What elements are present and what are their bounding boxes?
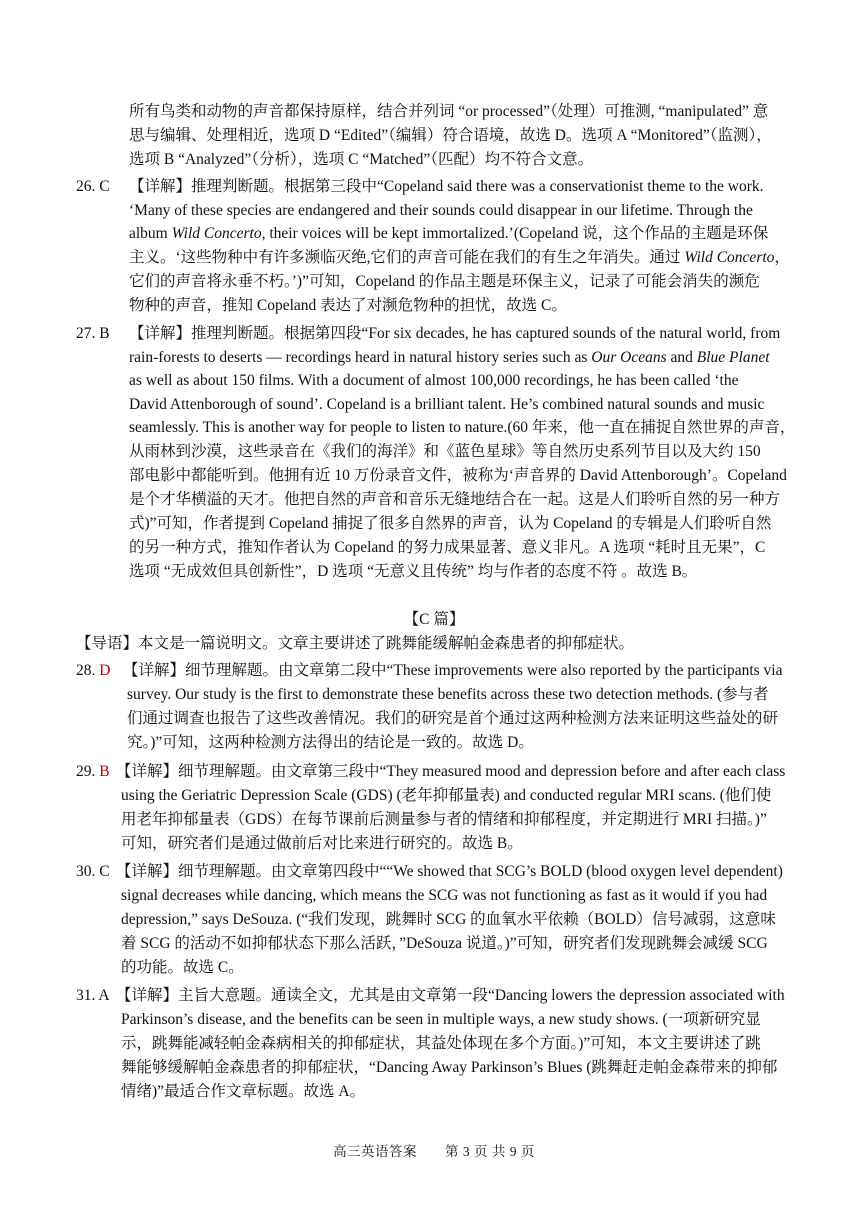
q28-line: 【详解】细节理解题。由文章第二段中“These improvements were also reported by the participants via bbox=[123, 662, 783, 679]
q27-line: seamlessly. This is another way for people to listen to nature.(60 年来，他一直在捕捉自然世界的声音， bbox=[129, 419, 796, 436]
intro-line: 选项 B “Analyzed”（分析），选项 C “Matched”（匹配）均不符合文意。 bbox=[129, 151, 594, 168]
q31-line: 示，跳舞能减轻帕金森病相关的抑郁症状，其益处体现在多个方面。)”可知，本文主要讲述了跳 bbox=[121, 1035, 761, 1052]
q29-line: 【详解】细节理解题。由文章第三段中“They measured mood and depression before and after each class bbox=[116, 763, 786, 780]
q27-line: 选项 “无成效但具创新性”，D 选项 “无意义且传统” 均与作者的态度不符 。故选 B。 bbox=[129, 563, 698, 580]
q30-line: depression,” says DeSouza. (“我们发现，跳舞时 SCG 的血氧水平依赖（BOLD）信号减弱，这意味 bbox=[121, 911, 776, 928]
page-footer: 高三英语答案 第 3 页 共 9 页 bbox=[333, 1144, 535, 1159]
q27-line: rain-forests to deserts — recordings heard in natural history series such as Our Oceans and Blue Planet bbox=[129, 349, 770, 366]
q31-line: Parkinson’s disease, and the benefits can be seen in multiple ways, a new study shows. (一项新研究显 bbox=[121, 1011, 761, 1028]
q31-line: 【详解】主旨大意题。通读全文，尤其是由文章第一段“Dancing lowers the depression associated with bbox=[116, 987, 785, 1004]
guide-text: 【导语】本文是一篇说明文。文章主要讲述了跳舞能缓解帕金森患者的抑郁症状。 bbox=[76, 635, 635, 652]
q28-line: survey. Our study is the first to demonstrate these benefits across these two detection methods. (参与者 bbox=[127, 686, 769, 703]
q30-line: 【详解】细节理解题。由文章第四段中““We showed that SCG’s BOLD (blood oxygen level dependent) bbox=[116, 863, 783, 880]
question-number-30: 30. C bbox=[76, 863, 110, 880]
question-number-26: 26. C bbox=[76, 178, 110, 195]
q26-line: 【详解】推理判断题。根据第三段中“Copeland said there was a conservationist theme to the work. bbox=[129, 178, 764, 195]
q27-line: David Attenborough of sound’. Copeland is a brilliant talent. He’s combined natural sounds and music bbox=[129, 396, 765, 413]
q26-line: 物种的声音，推知 Copeland 表达了对濒危物种的担忧，故选 C。 bbox=[129, 297, 567, 314]
q27-line: 【详解】推理判断题。根据第四段“For six decades, he has captured sounds of the natural world, from bbox=[129, 325, 781, 342]
q26-line: 主义。‘这些物种中有许多濒临灭绝,它们的声音可能在我们的有生之年消失。通过 Wild Concerto， bbox=[129, 249, 790, 266]
q29-line: 用老年抑郁量表（GDS）在每节课前后测量参与者的情绪和抑郁程度，并定期进行 MRI 扫描。)” bbox=[121, 811, 767, 828]
q30-line: signal decreases while dancing, which means the SCG was not functioning as fast as it would if you had bbox=[121, 887, 768, 904]
q27-line: 式)”可知，作者提到 Copeland 捕捉了很多自然界的声音，认为 Copeland 的专辑是人们聆听自然 bbox=[129, 515, 772, 532]
q29-line: 可知，研究者们是通过做前后对比来进行研究的。故选 B。 bbox=[121, 835, 523, 852]
q31-line: 情绪)”最适合作文章标题。故选 A。 bbox=[121, 1083, 366, 1100]
q27-line: 的另一种方式，推知作者认为 Copeland 的努力成果显著、意义非凡。A 选项 “耗时且无果”，C bbox=[129, 539, 766, 556]
question-number-29: 29. B bbox=[76, 763, 110, 780]
q29-line: using the Geriatric Depression Scale (GDS) (老年抑郁量表) and conducted regular MRI scans. (他们使 bbox=[121, 787, 772, 804]
q26-line: album Wild Concerto, their voices will be kept immortalized.’(Copeland 说，这个作品的主题是环保 bbox=[129, 225, 769, 242]
q30-line: 着 SCG 的活动不如抑郁状态下那么活跃，”DeSouza 说道。)”可知，研究者们发现跳舞会减缓 SCG bbox=[121, 935, 768, 952]
section-title: 【C 篇】 bbox=[403, 611, 465, 628]
intro-line: 思与编辑、处理相近，选项 D “Edited”（编辑）符合语境，故选 D。选项 A “Monitored”（监测）， bbox=[129, 127, 772, 144]
question-number-27: 27. B bbox=[76, 325, 110, 342]
q27-line: as well as about 150 films. With a document of almost 100,000 recordings, he has been called ‘the bbox=[129, 372, 739, 389]
q26-line: 它们的声音将永垂不朽。’)”可知，Copeland 的作品主题是环保主义，记录了可能会消失的濒危 bbox=[129, 273, 760, 290]
question-number-28: 28. D bbox=[76, 662, 111, 679]
q27-line: 是个才华横溢的天才。他把自然的声音和音乐无缝地结合在一起。这是人们聆听自然的另一种方 bbox=[129, 491, 781, 508]
intro-line: 所有鸟类和动物的声音都保持原样，结合并列词 “or processed”（处理）可推测, “manipulated” 意 bbox=[129, 103, 769, 120]
q28-line: 们通过调查也报告了这些改善情况。我们的研究是首个通过这两种检测方法来证明这些益处的研 bbox=[127, 710, 779, 727]
q28-line: 究。)”可知，这两种检测方法得出的结论是一致的。故选 D。 bbox=[127, 734, 534, 751]
q31-line: 舞能够缓解帕金森患者的抑郁症状，“Dancing Away Parkinson’s Blues (跳舞赶走帕金森带来的抑郁 bbox=[121, 1059, 778, 1076]
q26-line: ‘Many of these species are endangered and their sounds could disappear in our lifetime. Through the bbox=[129, 202, 753, 219]
q27-line: 部电影中都能听到。他拥有近 10 万份录音文件，被称为‘声音界的 David Attenborough’。Copeland bbox=[129, 467, 787, 484]
q30-line: 的功能。故选 C。 bbox=[121, 959, 244, 976]
question-number-31: 31. A bbox=[76, 987, 110, 1004]
q27-line: 从雨林到沙漠，这些录音在《我们的海洋》和《蓝色星球》等自然历史系列节目以及大约 150 bbox=[129, 443, 761, 460]
